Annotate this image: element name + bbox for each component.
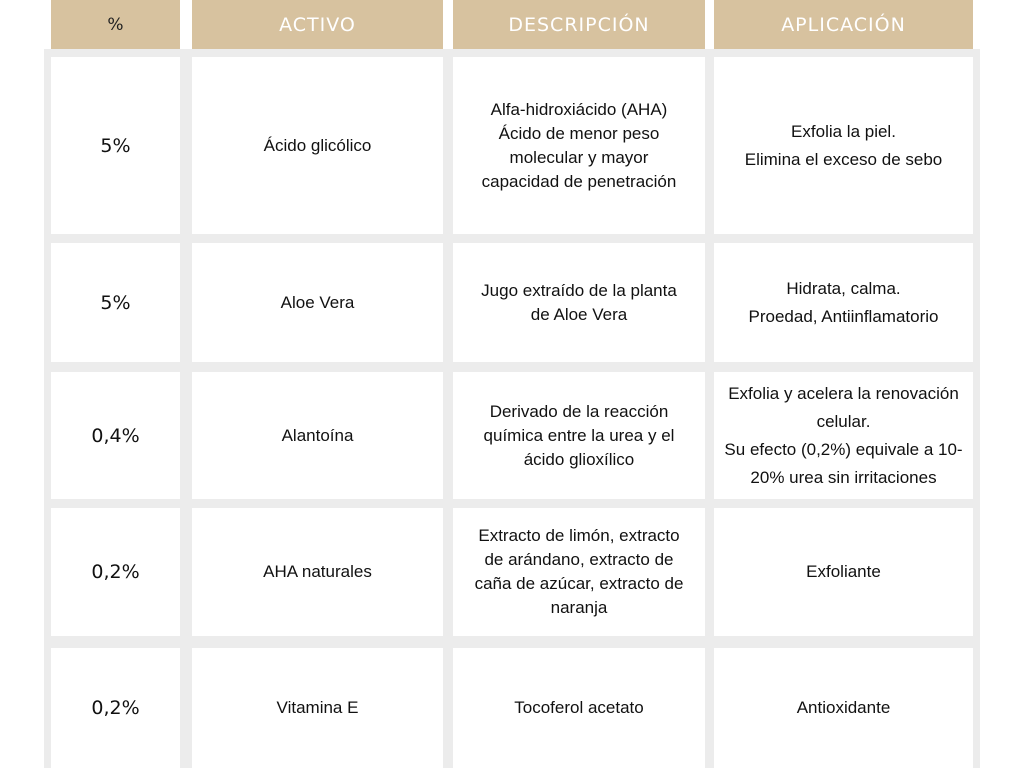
row-4-application-line: Exfoliante [806, 562, 881, 581]
row-1-application-line: Elimina el exceso de sebo [744, 149, 943, 169]
row-4-application [714, 508, 973, 636]
row-2-description [453, 243, 705, 362]
row-5-description [453, 648, 705, 768]
row-1-description-line: Ácido de menor peso [498, 123, 660, 143]
row-5-application [714, 648, 973, 768]
row-2-description-line: de Aloe Vera [530, 304, 628, 324]
row-1-description [453, 57, 705, 234]
row-5-application-line: Antioxidante [796, 698, 891, 717]
row-5-active: Vitamina E [192, 648, 443, 768]
row-3-description-line: ácido glioxílico [523, 449, 635, 469]
row-3-description-line: Derivado de la reacción [489, 401, 669, 421]
row-5-description-line: Tocoferol acetato [514, 698, 644, 717]
row-4-description-line: caña de azúcar, extracto de [474, 574, 684, 593]
row-3-application-line: 20% urea sin irritaciones [750, 467, 937, 487]
header-percent: % [51, 0, 180, 49]
row-4-description-line: de arándano, extracto de [484, 550, 674, 569]
row-4-description-line: Extracto de limón, extracto [478, 526, 680, 545]
row-1-percent: 5% [51, 57, 180, 234]
row-4-description-line: naranja [550, 598, 608, 617]
row-3-description [453, 372, 705, 499]
row-1-application-line: Exfolia la piel. [791, 121, 896, 141]
row-3-application-line: celular. [816, 411, 871, 431]
row-5-percent: 0,2% [51, 648, 180, 768]
row-1-description-line: capacidad de penetración [481, 171, 677, 191]
row-1-description-line: Alfa-hidroxiácido (AHA) [490, 99, 668, 119]
row-2-percent: 5% [51, 243, 180, 362]
row-2-application-line: Proedad, Antiinflamatorio [748, 306, 939, 326]
row-4-description [453, 508, 705, 636]
header-application: APLICACIÓN [714, 0, 973, 49]
row-3-percent: 0,4% [51, 372, 180, 499]
row-1-application [714, 57, 973, 234]
row-2-application-line: Hidrata, calma. [786, 278, 901, 298]
row-3-active: Alantoína [192, 372, 443, 499]
row-1-active: Ácido glicólico [192, 57, 443, 234]
row-2-active: Aloe Vera [192, 243, 443, 362]
row-2-description-line: Jugo extraído de la planta [481, 280, 677, 300]
row-3-application-line: Exfolia y acelera la renovación [728, 383, 959, 403]
row-1-description-line: molecular y mayor [509, 147, 649, 167]
row-4-percent: 0,2% [51, 508, 180, 636]
row-3-application-line: Su efecto (0,2%) equivale a 10- [724, 439, 963, 459]
header-description: DESCRIPCIÓN [453, 0, 705, 49]
row-3-application [714, 372, 973, 499]
row-4-active: AHA naturales [192, 508, 443, 636]
row-3-description-line: química entre la urea y el [483, 425, 675, 445]
header-active: ACTIVO [192, 0, 443, 49]
row-2-application [714, 243, 973, 362]
